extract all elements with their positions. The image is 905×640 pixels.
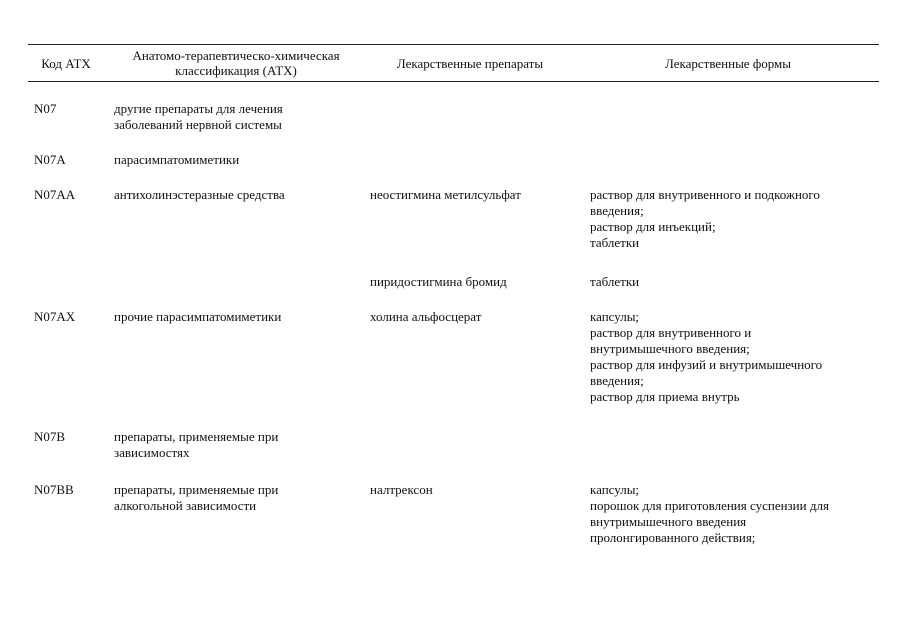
dosage-forms-line: порошок для приготовления суспензии для — [590, 498, 829, 513]
table-top-rule — [28, 44, 879, 45]
dosage-forms-line: капсулы; — [590, 309, 640, 324]
dosage-forms-line: раствор для внутривенного и подкожного — [590, 187, 820, 202]
dosage-forms-line: раствор для внутривенного и — [590, 325, 752, 340]
atc-classification — [114, 309, 281, 325]
dosage-forms-line: таблетки — [590, 235, 640, 250]
atc-code — [34, 187, 75, 203]
dosage-forms — [590, 274, 639, 290]
atc-code-text: N07BB — [34, 482, 74, 497]
dosage-forms-line: раствор для приема внутрь — [590, 389, 740, 404]
atc-classification — [114, 482, 278, 514]
drug-name-text: холина альфосцерат — [370, 309, 482, 324]
atc-code-text: N07AX — [34, 309, 76, 324]
atc-classification-line: парасимпатомиметики — [114, 152, 240, 167]
dosage-forms-line: таблетки — [590, 274, 640, 289]
atc-classification-line: другие препараты для лечения — [114, 101, 283, 116]
atc-code-text: N07 — [34, 101, 57, 116]
dosage-forms-line: введения; — [590, 203, 644, 218]
dosage-forms — [590, 482, 829, 546]
atc-code — [34, 309, 75, 325]
atc-code — [34, 101, 56, 117]
header-classification-line: Анатомо-терапевтическо-химическая — [132, 48, 340, 63]
atc-classification — [114, 101, 283, 133]
atc-classification-line: препараты, применяемые при — [114, 482, 279, 497]
dosage-forms-line: пролонгированного действия; — [590, 530, 756, 545]
header-classification-line: классификация (АТХ) — [175, 63, 297, 78]
table-header-rule — [28, 81, 879, 82]
atc-classification — [114, 152, 239, 168]
drug-name — [370, 309, 481, 325]
header-forms — [578, 46, 878, 80]
header-drugs-text: Лекарственные препараты — [396, 55, 544, 71]
dosage-forms — [590, 187, 820, 251]
drug-name-text: пиридостигмина бромид — [370, 274, 507, 289]
atc-code — [34, 482, 74, 498]
header-code — [28, 46, 104, 80]
atc-classification-line: антихолинэстеразные средства — [114, 187, 285, 202]
dosage-forms-line: раствор для инъекций; — [590, 219, 716, 234]
drug-name — [370, 274, 507, 290]
atc-classification-line: зависимостях — [114, 445, 190, 460]
dosage-forms — [590, 309, 822, 405]
drug-name — [370, 482, 433, 498]
header-code-text: Код АТХ — [41, 55, 91, 71]
dosage-forms-line: капсулы; — [590, 482, 640, 497]
atc-classification-line: прочие парасимпатомиметики — [114, 309, 282, 324]
atc-classification-line: заболеваний нервной системы — [114, 117, 282, 132]
drug-name-text: неостигмина метилсульфат — [370, 187, 521, 202]
atc-code-text: N07A — [34, 152, 66, 167]
atc-classification — [114, 187, 285, 203]
dosage-forms-line: введения; — [590, 373, 644, 388]
dosage-forms-line: внутримышечного введения; — [590, 341, 750, 356]
dosage-forms-line: раствор для инфузий и внутримышечного — [590, 357, 823, 372]
header-forms-text: Лекарственные формы — [664, 55, 792, 71]
atc-code — [34, 429, 65, 445]
atc-code-text: N07B — [34, 429, 66, 444]
atc-classification-line: алкогольной зависимости — [114, 498, 257, 513]
drug-name — [370, 187, 521, 203]
atc-code-text: N07AA — [34, 187, 76, 202]
atc-classification — [114, 429, 278, 461]
atc-code — [34, 152, 66, 168]
dosage-forms-line: внутримышечного введения — [590, 514, 747, 529]
atc-classification-line: препараты, применяемые при — [114, 429, 279, 444]
header-drugs — [364, 46, 576, 80]
header-classification — [108, 46, 364, 80]
drug-name-text: налтрексон — [370, 482, 433, 497]
